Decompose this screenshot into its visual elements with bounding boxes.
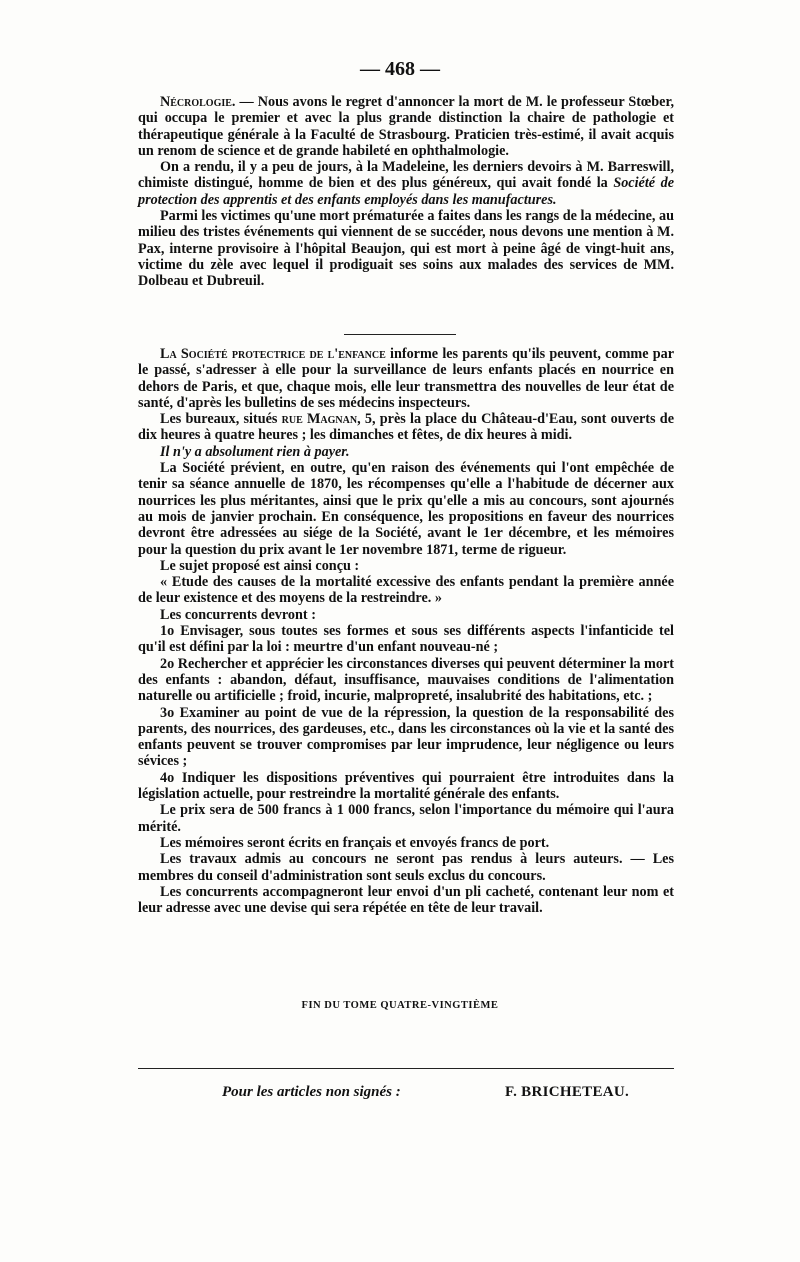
necrologie-paragraph-1 bbox=[138, 94, 674, 159]
footer-rule bbox=[138, 1068, 674, 1069]
necrologie-heading: Nécrologie. bbox=[160, 94, 236, 110]
societe-paragraph-5: Le sujet proposé est ainsi conçu : bbox=[160, 557, 360, 574]
section-divider bbox=[344, 334, 456, 335]
societe-paragraph-15: Les concurrents accompagneront leur envoi d'un pli cacheté, contenant leur nom et leur adresse avec une devise qui sera répétée en tête de leur travail. bbox=[138, 883, 674, 917]
societe-text-1: informe les parents qu'ils peuvent, comme par le passé, s'adresser à elle pour la surveillance de leurs enfants placés en nourrice en dehors de Paris, et que, chaque mois, elle leur transmettra des nouvelles de leur état de santé, d'après les bulletins de ses médecins inspecteurs. bbox=[138, 346, 674, 411]
societe-paragraph-3 bbox=[138, 444, 674, 460]
end-of-volume: FIN DU TOME QUATRE-VINGTIÈME bbox=[301, 1000, 499, 1011]
societe-section bbox=[138, 346, 674, 916]
necrologie-paragraph-2 bbox=[138, 159, 674, 208]
societe-text-2a: Les bureaux, situés bbox=[160, 411, 282, 428]
page-number: — 468 — bbox=[360, 58, 440, 80]
necrologie-society-name: Société de protection des apprentis et des enfants employés dans les manufactures. bbox=[138, 175, 674, 208]
societe-paragraph-6: « Etude des causes de la mortalité excessive des enfants pendant la première année de leur existence et des moyens de la restreindre. » bbox=[138, 574, 674, 607]
societe-text-2b: 5, près la place du Château-d'Eau, sont ouverts de dix heures à quatre heures ; les dimanches et fêtes, de dix heures à midi. bbox=[138, 411, 674, 444]
societe-paragraph-11: 4o Indiquer les dispositions préventives qui pourraient être introduites dans la législation actuelle, pour restreindre la mortalité générale des enfants. bbox=[138, 769, 674, 803]
societe-paragraph-14: Les travaux admis au concours ne seront pas rendus à leurs auteurs. — Les membres du conseil d'administration sont seuls exclus du concours. bbox=[138, 851, 674, 884]
societe-paragraph-9: 2o Rechercher et apprécier les circonstances diverses qui peuvent déterminer la mort des enfants : abandon, défaut, insuffisance, mauvaises conditions de l'alimentation naturelle ou artificielle ; froid, incurie, malpropreté, insalubrité des habitations, etc. ; bbox=[138, 655, 674, 705]
societe-paragraph-7: Les concurrents devront : bbox=[160, 606, 316, 623]
societe-paragraph-4: La Société prévient, en outre, qu'en raison des événements qui l'ont empêchée de tenir sa séance annuelle de 1870, les récompenses qu'elle a l'habitude de décerner aux nourrices les plus méritantes, ainsi que le prix qu'elle a mis au concours, sont ajournés au mois de janvier prochain. En conséquence, les propositions en faveur des nourrices devront être adressées au siége de la Société, avant le 1er décembre, et les mémoires pour la question du prix avant le 1er novembre 1871, terme de rigueur. bbox=[138, 460, 674, 558]
societe-paragraph-1 bbox=[138, 346, 674, 411]
signature-name: F. BRICHETEAU. bbox=[505, 1084, 630, 1100]
societe-paragraph-12: Le prix sera de 500 francs à 1 000 francs, selon l'importance du mémoire qui l'aura mérité. bbox=[138, 802, 674, 835]
societe-street: rue Magnan, bbox=[281, 411, 361, 428]
necrologie-section bbox=[138, 94, 674, 290]
societe-heading: La Société protectrice de l'enfance bbox=[160, 346, 386, 362]
societe-free-notice: Il n'y a absolument rien à payer. bbox=[160, 443, 350, 460]
necrologie-text-2: On a rendu, il y a peu de jours, à la Madeleine, les derniers devoirs à M. Barreswill, chimiste distingué, homme de bien et des plus généreux, qui avait fondé la bbox=[138, 159, 674, 192]
necrologie-text-3: Parmi les victimes qu'une mort prématurée a faites dans les rangs de la médecine, au milieu des tristes événements qui viennent de se succéder, nous devons une mention à M. Pax, interne provisoire à l'hôpital Beaujon, qui est mort à peine âgé de vingt-huit ans, victime du zèle avec lequel il prodiguait ses soins aux malades des services de MM. Dolbeau et Dubreuil. bbox=[138, 208, 674, 290]
societe-paragraph-2 bbox=[138, 411, 674, 444]
necrologie-paragraph-3 bbox=[138, 208, 674, 289]
signature-label: Pour les articles non signés : bbox=[222, 1084, 401, 1100]
societe-paragraph-8: 1o Envisager, sous toutes ses formes et sous ses différents aspects l'infanticide tel qu'il est défini par la loi : meurtre d'un enfant nouveau-né ; bbox=[138, 623, 674, 656]
societe-paragraph-13: Les mémoires seront écrits en français et envoyés francs de port. bbox=[160, 834, 550, 851]
necrologie-text-1: — Nous avons le regret d'annoncer la mort de M. le professeur Stœber, qui occupa le premier et avec la plus grande distinction la chaire de pathologie et thérapeutique générale à la Faculté de Strasbourg. Praticien très-estimé, il avait acquis un renom de science et de grande habileté en ophthalmologie. bbox=[138, 94, 674, 159]
societe-paragraph-10: 3o Examiner au point de vue de la répression, la question de la responsabilité des parents, des nourrices, des gardeuses, etc., dans les circonstances où la vie et la santé des enfants peuvent se trouver compromises par leur imprudence, leur négligence ou leurs sévices ; bbox=[138, 704, 674, 770]
